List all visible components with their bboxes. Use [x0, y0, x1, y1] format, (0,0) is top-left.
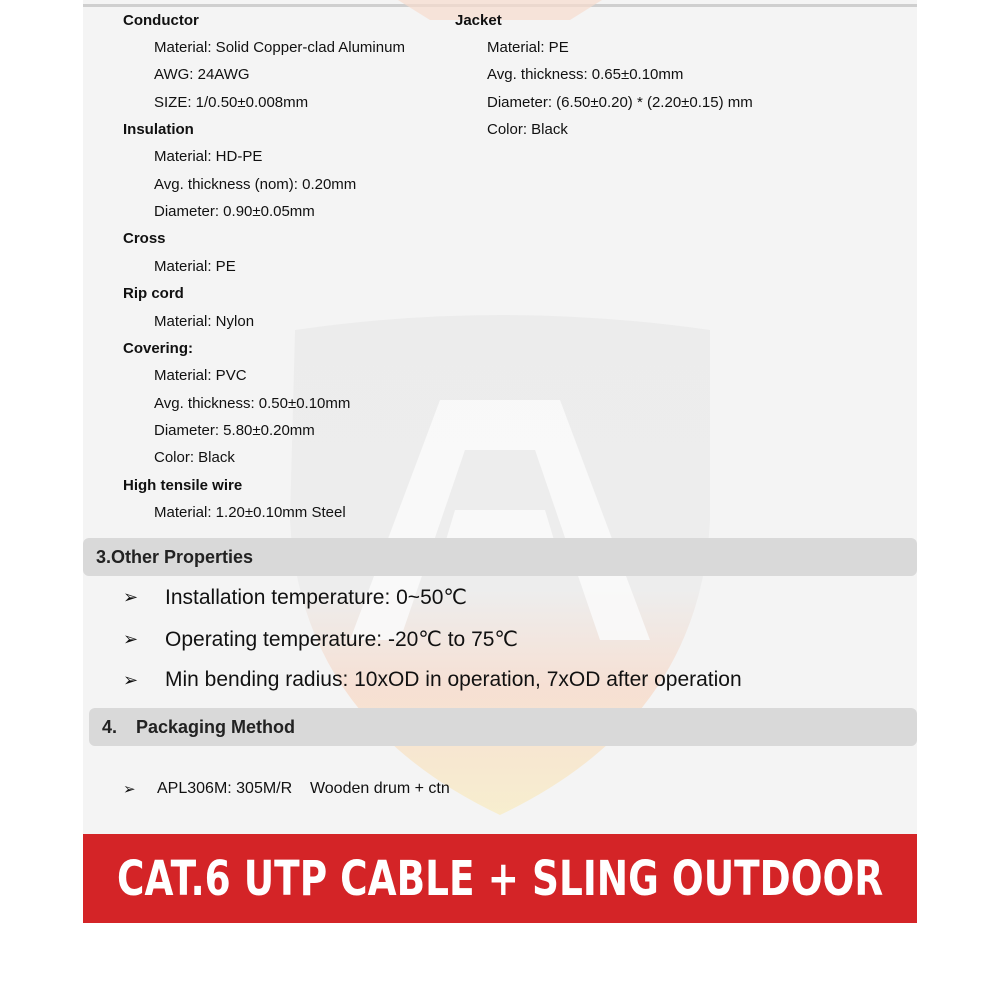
- conductor-awg: AWG: 24AWG: [154, 66, 250, 83]
- product-banner: [83, 834, 917, 923]
- jacket-material: Material: PE: [487, 39, 569, 56]
- covering-thickness: Avg. thickness: 0.50±0.10mm: [154, 395, 351, 412]
- rip-cord-heading: Rip cord: [123, 285, 184, 302]
- jacket-color: Color: Black: [487, 121, 568, 138]
- insulation-material: Material: HD-PE: [154, 148, 263, 165]
- conductor-material: Material: Solid Copper-clad Aluminum: [154, 39, 405, 56]
- operating-temperature: Operating temperature: -20℃ to 75℃: [165, 628, 519, 651]
- covering-material: Material: PVC: [154, 367, 247, 384]
- installation-temperature: Installation temperature: 0~50℃: [165, 586, 468, 609]
- list-item: [123, 780, 450, 798]
- min-bending-radius: Min bending radius: 10xOD in operation, 7xOD after operation: [165, 668, 742, 691]
- insulation-thickness: Avg. thickness (nom): 0.20mm: [154, 176, 357, 193]
- packaging-title: Packaging Method: [136, 716, 296, 737]
- conductor-heading: Conductor: [123, 12, 199, 29]
- jacket-diameter: Diameter: (6.50±0.20) * (2.20±0.15) mm: [487, 94, 753, 111]
- other-properties-section-bar: [83, 538, 917, 576]
- covering-diameter: Diameter: 5.80±0.20mm: [154, 422, 315, 439]
- insulation-heading: Insulation: [123, 121, 194, 138]
- other-properties-title: 3.Other Properties: [96, 546, 254, 567]
- list-item: [123, 668, 742, 692]
- rip-cord-material: Material: Nylon: [154, 313, 255, 330]
- jacket-heading: Jacket: [455, 12, 502, 29]
- high-tensile-wire-heading: High tensile wire: [123, 477, 243, 494]
- packaging-number: 4.: [102, 716, 118, 737]
- banner-title: CAT.6 UTP CABLE + SLING OUTDOOR: [116, 850, 884, 907]
- arrow-bullet-icon: ➢: [123, 781, 136, 798]
- list-item: [123, 627, 518, 652]
- list-item: [123, 585, 467, 610]
- arrow-bullet-icon: ➢: [123, 587, 139, 607]
- packaging-item: APL306M: 305M/R Wooden drum + ctn: [157, 780, 450, 797]
- high-tensile-wire-material: Material: 1.20±0.10mm Steel: [154, 504, 346, 521]
- packaging-section-bar: [89, 708, 917, 746]
- cross-heading: Cross: [123, 230, 166, 247]
- arrow-bullet-icon: ➢: [123, 669, 139, 690]
- cross-material: Material: PE: [154, 258, 236, 275]
- covering-heading: Covering:: [123, 340, 194, 357]
- covering-color: Color: Black: [154, 449, 235, 466]
- insulation-diameter: Diameter: 0.90±0.05mm: [154, 203, 315, 220]
- jacket-thickness: Avg. thickness: 0.65±0.10mm: [487, 66, 684, 83]
- arrow-bullet-icon: ➢: [123, 629, 139, 649]
- conductor-size: SIZE: 1/0.50±0.008mm: [154, 94, 309, 111]
